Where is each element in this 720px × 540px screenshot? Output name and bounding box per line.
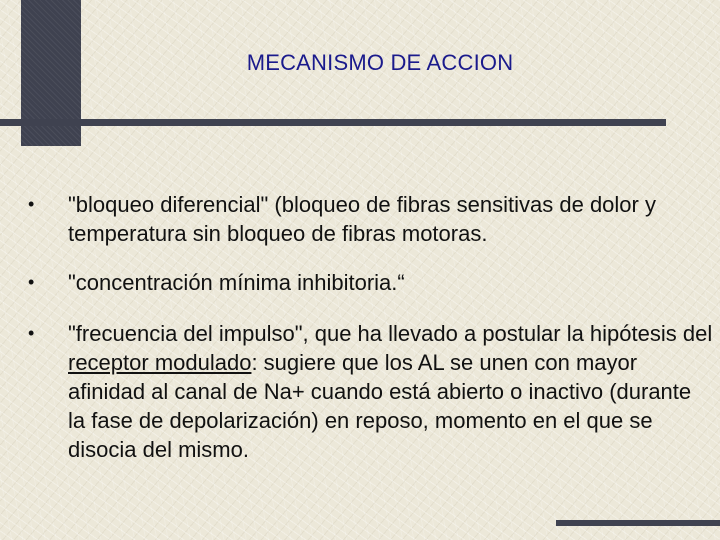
bullet-item [28, 319, 713, 464]
underlined-term: receptor modulado [68, 350, 252, 375]
bullet-item [28, 268, 713, 297]
slide-title: MECANISMO DE ACCION [246, 50, 514, 75]
bullet-marker: • [28, 272, 35, 292]
bullet-marker: • [28, 323, 35, 343]
bullet-list [28, 190, 713, 484]
bullet-marker: • [28, 194, 35, 214]
bottom-divider [556, 520, 720, 526]
bullet-text: "concentración mínima inhibitoria.“ [68, 270, 405, 295]
bullet-text-part: : sugiere que los AL se unen con mayor afinidad al canal de Na+ cuando está abierto o inactivo (durante la fase de depolarización) en reposo, momento en el que se disocia del mismo. [68, 350, 692, 462]
top-divider [0, 119, 666, 126]
bullet-item [28, 190, 713, 248]
bullet-text: "bloqueo diferencial" (bloqueo de fibras sensitivas de dolor y temperatura sin bloqueo de fibras motoras. [68, 192, 656, 246]
bullet-text-part: "frecuencia del impulso", que ha llevado a postular la hipótesis del [68, 321, 713, 346]
